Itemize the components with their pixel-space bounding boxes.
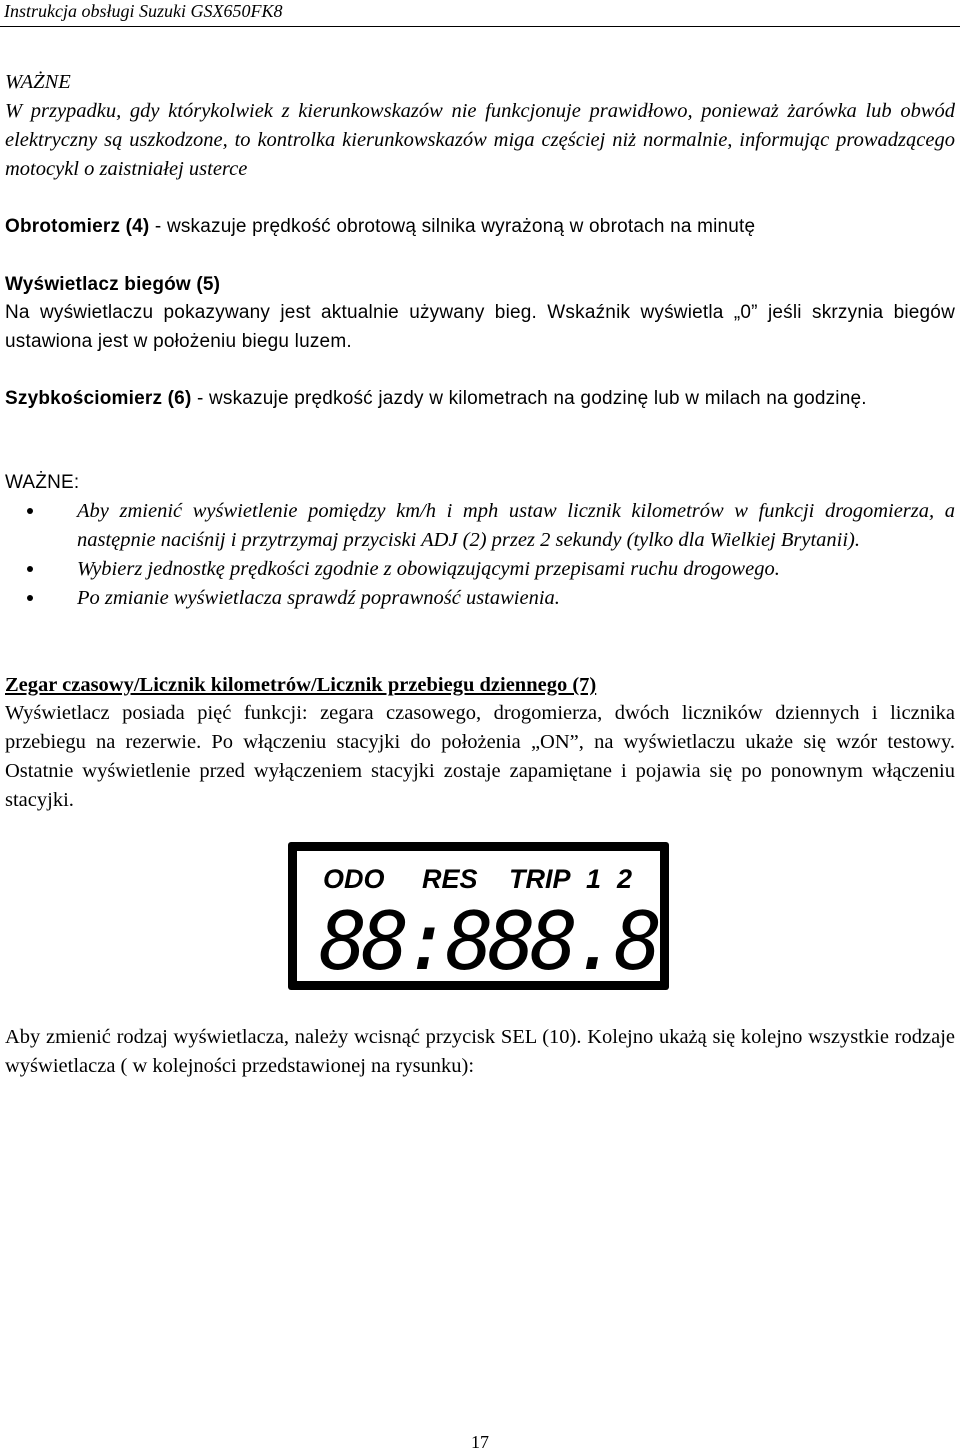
clock-section-heading: Zegar czasowy/Licznik kilometrów/Licznik przebiegu dziennego (7) [5, 674, 597, 696]
lcd-digits: 88:888.8 [319, 895, 657, 981]
note2-list [5, 497, 955, 613]
tachometer-text: - wskazuje prędkość obrotową silnika wyrażoną w obrotach na minutę [149, 216, 756, 237]
bullet-icon [27, 508, 33, 514]
list-item: Wybierz jednostkę prędkości zgodnie z obowiązującymi przepisami ruchu drogowego. [5, 555, 955, 584]
lcd-screen [297, 851, 660, 981]
gear-display-text: Na wyświetlaczu pokazywany jest aktualnie używany bieg. Wskaźnik wyświetla „0” jeśli skrzynia biegów ustawiona jest w położeniu biegu luzem. [5, 302, 955, 352]
bullet-icon [27, 595, 33, 601]
document-header: Instrukcja obsługi Suzuki GSX650FK8 [4, 1, 283, 21]
note-text: W przypadku, gdy którykolwiek z kierunkowskazów nie funkcjonuje prawidłowo, ponieważ żarówka lub obwód elektryczny są uszkodzone, to kontrolka kierunkowskazów miga częściej niż normalnie, informując prowadzącego motocykl o zaistniałej usterce [5, 100, 955, 180]
clock-section-text: Wyświetlacz posiada pięć funkcji: zegara czasowego, drogomierza, dwóch liczników dziennych i licznika przebiegu na rezerwie. Po włączeniu stacyjki do położenia „ON”, na wyświetlaczu ukaże się wzór testowy. Ostatnie wyświetlenie przed wyłączeniem stacyjki zostaje zapamiętane i pojawia się po ponownym włączeniu stacyjki. [5, 702, 955, 811]
lcd-label-1: 1 [586, 864, 602, 894]
note-label: WAŻNE [5, 71, 71, 93]
tachometer-paragraph [5, 212, 955, 241]
list-item: Aby zmienić wyświetlenie pomiędzy km/h i mph ustaw licznik kilometrów w funkcji drogomierza, a następnie naciśnij i przytrzymaj przyciski ADJ (2) przez 2 sekundy (tylko dla Wielkiej Brytanii). [5, 497, 955, 555]
lcd-svg [297, 851, 660, 981]
speedometer-text: - wskazuje prędkość jazdy w kilometrach na godzinę lub w milach na godzinę. [191, 388, 867, 409]
header-rule [0, 26, 960, 27]
page-number: 17 [471, 1432, 489, 1452]
speedometer-term: Szybkościomierz (6) [5, 388, 192, 409]
lcd-display-illustration [288, 842, 669, 990]
speedometer-paragraph [5, 384, 955, 413]
tachometer-term: Obrotomierz (4) [5, 216, 150, 237]
bullet-icon [27, 566, 33, 572]
lcd-label-2: 2 [617, 864, 633, 894]
select-instruction: Aby zmienić rodzaj wyświetlacza, należy wcisnąć przycisk SEL (10). Kolejno ukażą się kolejno wszystkie rodzaje wyświetlacza ( w kolejności przedstawionej na rysunku): [5, 1026, 955, 1077]
lcd-label-odo: ODO [323, 864, 385, 894]
lcd-label-trip: TRIP [509, 864, 571, 894]
lcd-label-res: RES [422, 864, 478, 894]
gear-display-term: Wyświetlacz biegów (5) [5, 274, 221, 295]
note2-label: WAŻNE: [5, 472, 80, 493]
list-item: Po zmianie wyświetlacza sprawdź poprawność ustawienia. [5, 584, 955, 613]
